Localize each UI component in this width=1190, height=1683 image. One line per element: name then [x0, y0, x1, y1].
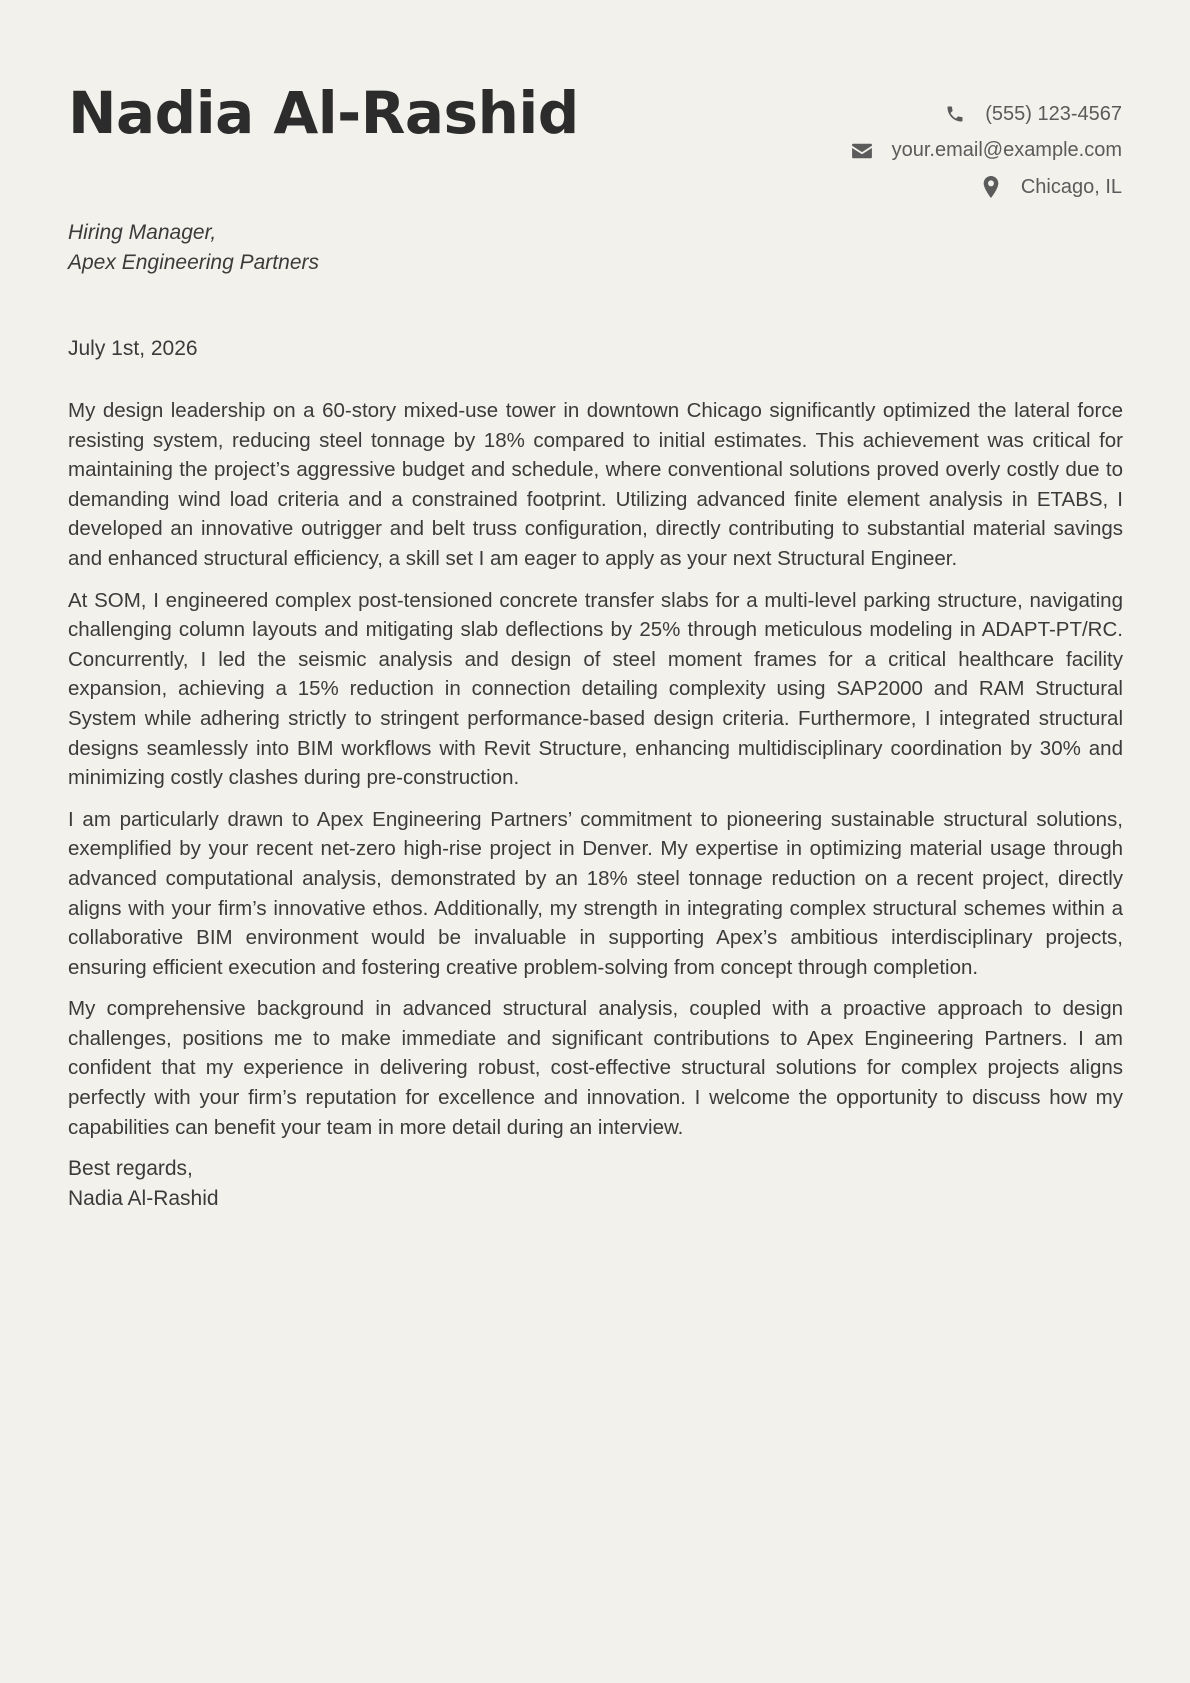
phone-icon: [943, 104, 967, 124]
recipient-block: [68, 218, 319, 278]
recipient-title: Hiring Manager,: [68, 221, 217, 244]
contact-info: [850, 96, 1122, 206]
contact-email: your.email@example.com: [891, 139, 1122, 162]
contact-location-row: [850, 169, 1122, 206]
body-paragraph: My comprehensive background in advanced structural analysis, coupled with a proactive approach to design challenges, positions me to make immediate and significant contributions to Apex Engineering Partners. I am confident that my experience in delivering robust, cost-effective structural solutions for complex projects aligns perfectly with your firm’s reputation for excellence and innovation. I welcome the opportunity to discuss how my capabilities can benefit your team in more detail during an interview.: [68, 997, 1123, 1139]
contact-location: Chicago, IL: [1020, 175, 1122, 198]
letter-body: [68, 396, 1123, 1213]
closing-signature: Nadia Al-Rashid: [68, 1186, 219, 1210]
recipient-company: Apex Engineering Partners: [68, 251, 319, 274]
contact-phone-row: [850, 96, 1122, 133]
envelope-icon: [850, 142, 874, 160]
letter-date: July 1st, 2026: [68, 337, 198, 360]
letter-header: [68, 0, 1122, 200]
letter-closing: [68, 1154, 1123, 1213]
body-paragraph: I am particularly drawn to Apex Engineering Partners’ commitment to pioneering sustainable structural solutions, exemplified by your recent net-zero high-rise project in Denver. My expertise in optimizing material usage through advanced computational analysis, demonstrated by an 18% steel tonnage reduction on a recent project, directly aligns with your firm’s innovative ethos. Additionally, my strength in integrating complex structural schemes within a collaborative BIM environment would be invaluable in supporting Apex’s ambitious interdisciplinary projects, ensuring efficient execution and fostering creative problem-solving from concept through completion.: [68, 807, 1123, 979]
body-paragraph: At SOM, I engineered complex post-tensioned concrete transfer slabs for a multi-level parking structure, navigating challenging column layouts and mitigating slab deflections by 25% through meticulous modeling in ADAPT-PT/RC. Concurrently, I led the seismic analysis and design of steel moment frames for a critical healthcare facility expansion, achieving a 15% reduction in connection detailing complexity using SAP2000 and RAM Structural System while adhering strictly to stringent performance-based design criteria. Furthermore, I integrated structural designs seamlessly into BIM workflows with Revit Structure, enhancing multidisciplinary coordination by 30% and minimizing costly clashes during pre-construction.: [68, 588, 1123, 790]
contact-phone: (555) 123-4567: [985, 102, 1122, 125]
map-pin-icon: [979, 176, 1003, 198]
contact-email-row: [850, 133, 1122, 170]
closing-salutation: Best regards,: [68, 1157, 193, 1181]
applicant-name: Nadia Al-Rashid: [68, 79, 579, 147]
body-paragraph: My design leadership on a 60-story mixed-use tower in downtown Chicago significantly optimized the lateral force resisting system, reducing steel tonnage by 18% compared to initial estimates. This achievement was critical for maintaining the project’s aggressive budget and schedule, where conventional solutions proved overly costly due to demanding wind load criteria and a constrained footprint. Utilizing advanced finite element analysis in ETABS, I developed an innovative outrigger and belt truss configuration, directly contributing to substantial material savings and enhanced structural efficiency, a skill set I am eager to apply as your next Structural Engineer.: [68, 399, 1123, 570]
